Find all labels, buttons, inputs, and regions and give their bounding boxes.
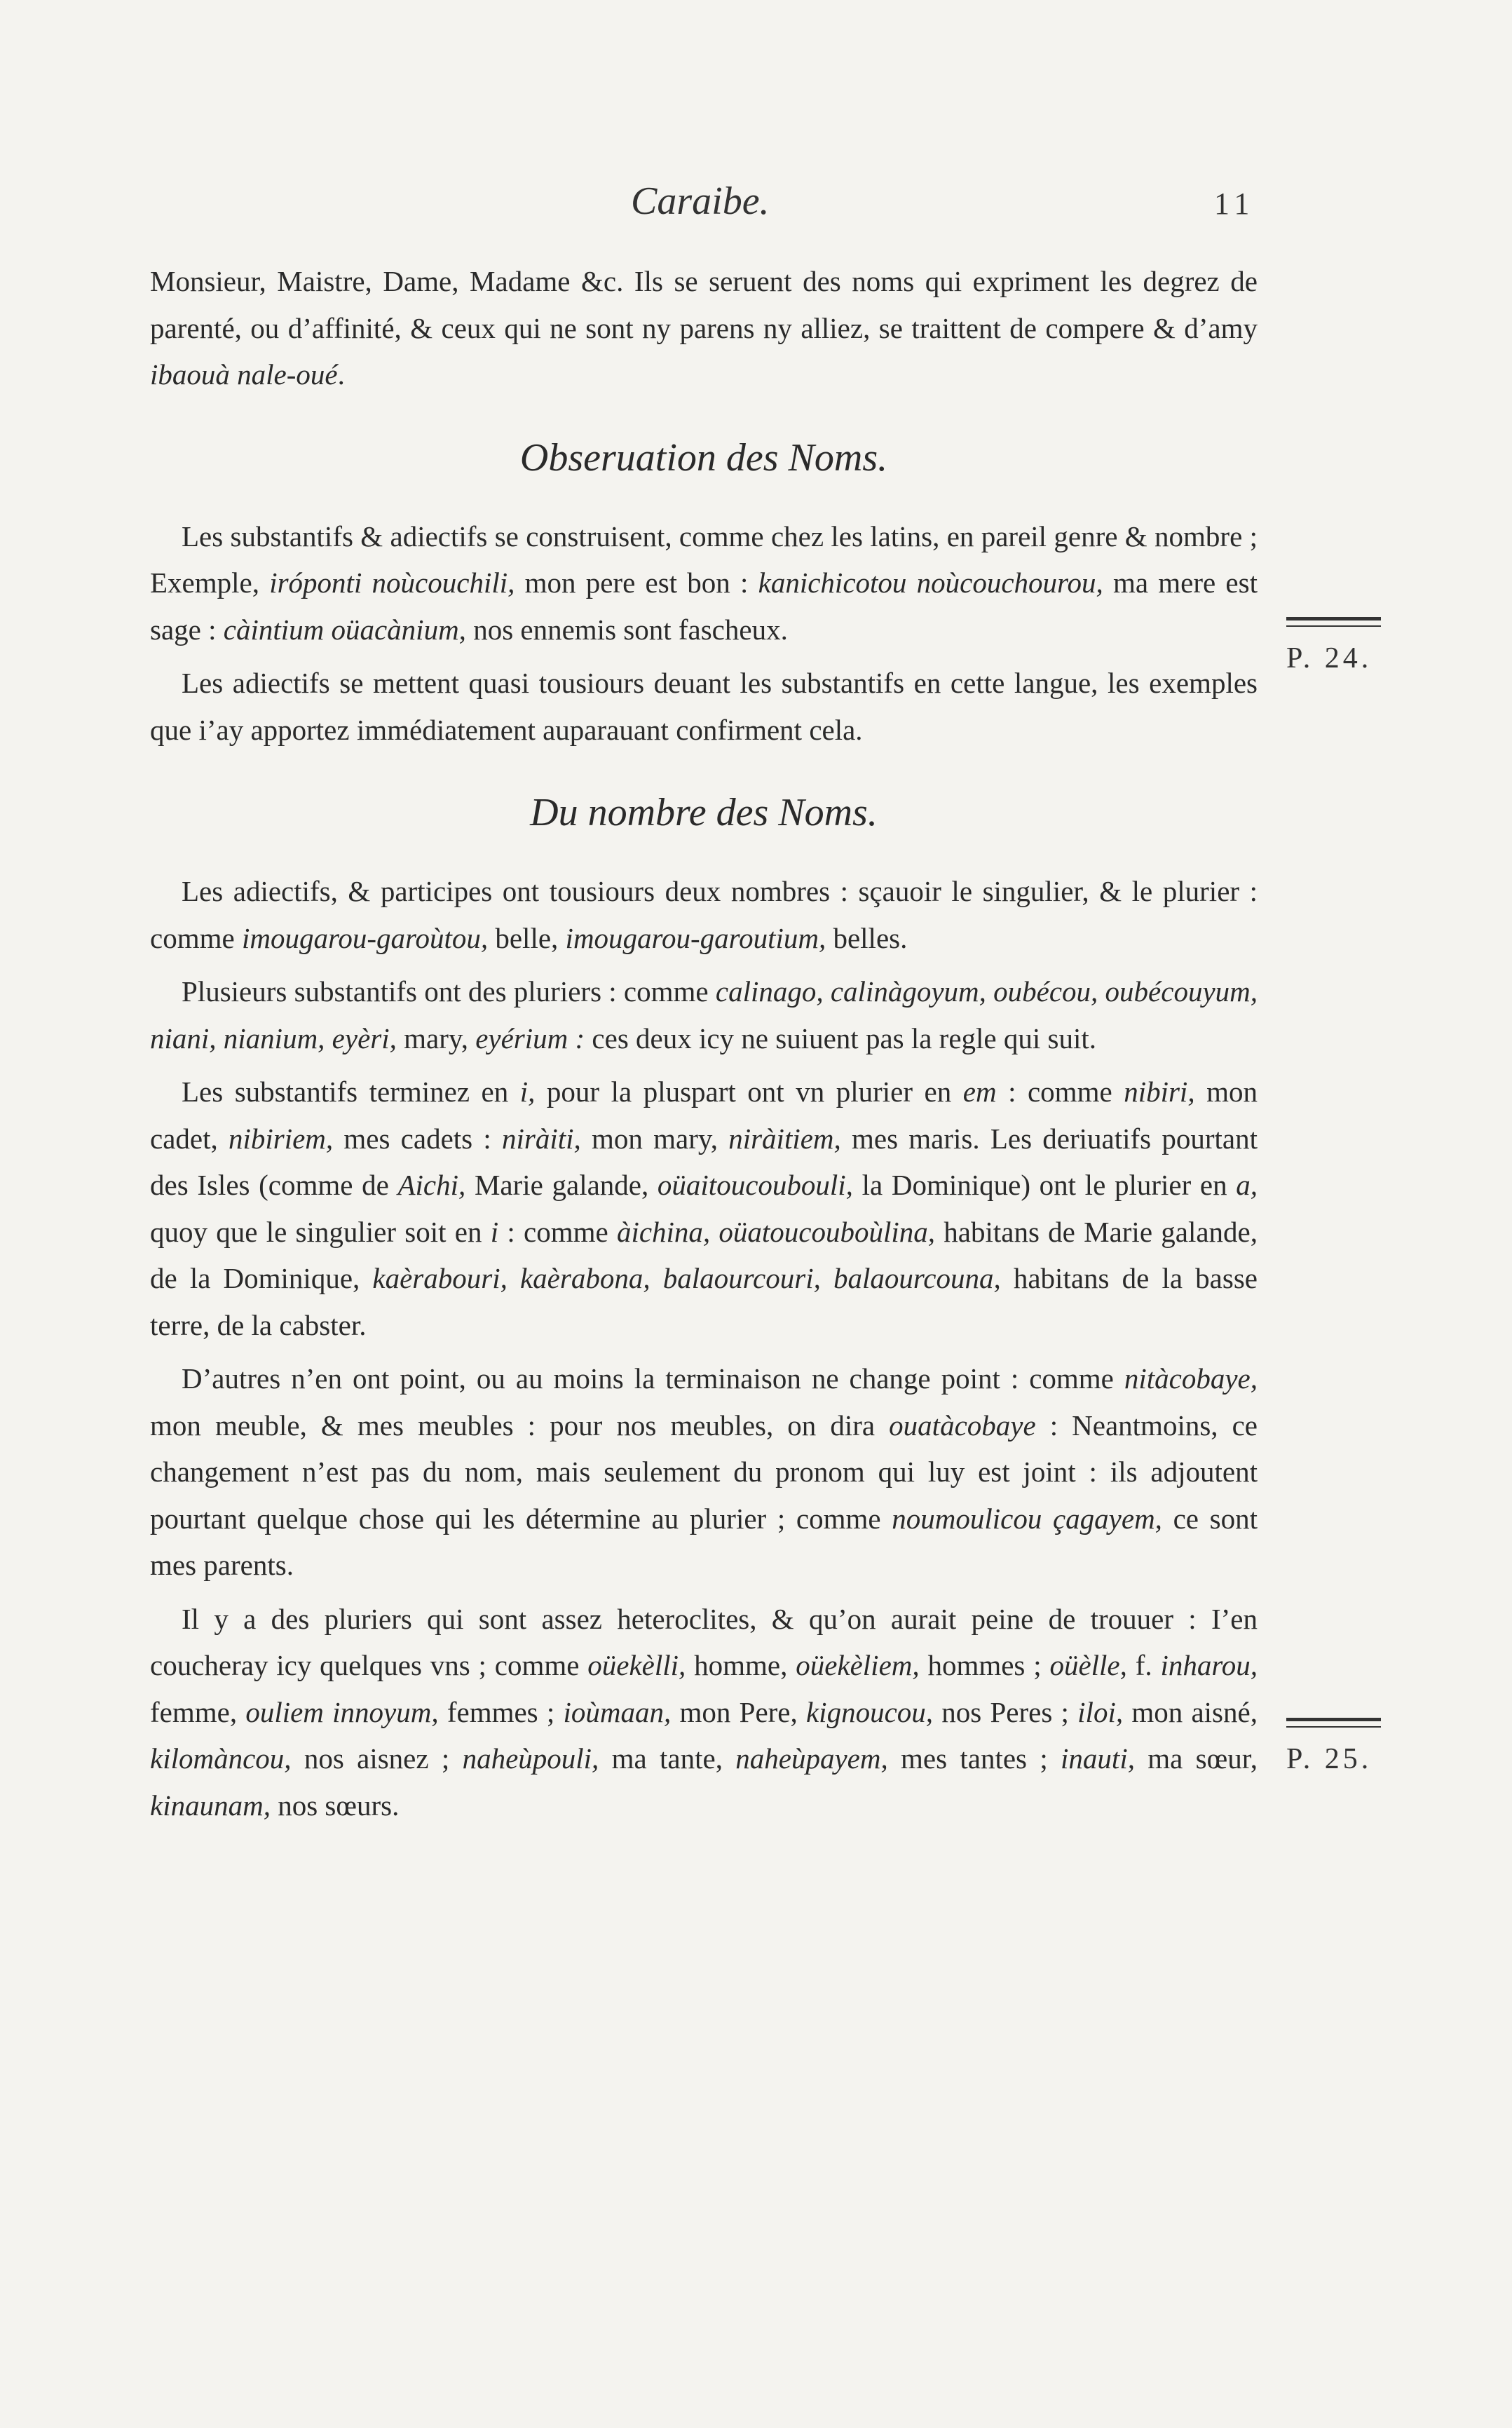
page-number: 11 — [1214, 186, 1255, 221]
paragraph: Il y a des pluriers qui sont assez heteroclites, & qu’on aurait peine de trouuer : I’en coucheray icy quelques vns ; comme oüekèlli, homme, oüekèliem, hommes ; oüèlle, f. inharou, femme, ouliem innoyum, femmes ; ioùmaan, mon Pere, kignoucou, nos Peres ; iloi, mon aisné, kilomàncou, nos aisnez ; naheùpouli, ma tante, naheùpayem, mes tantes ; inauti, ma sœur, kinaunam, nos sœurs. — [150, 1602, 1258, 1822]
margin-rule — [1286, 1718, 1381, 1721]
section-heading-number: Du nombre des Noms. — [530, 791, 878, 834]
section-heading-observation: Obseruation des Noms. — [519, 435, 888, 480]
margin-page-ref: P. 24. — [1286, 642, 1373, 674]
page-header — [0, 179, 1512, 235]
paragraph: Les adiectifs se mettent quasi tousiours deuant les substantifs en cette langue, les exemples que i’ay apportez immédiatement auparauant confirment cela. — [150, 667, 1258, 746]
paragraph: D’autres n’en ont point, ou au moins la terminaison ne change point : comme nitàcobaye, mon meuble, & mes meubles : pour nos meubles, on dira ouatàcobaye : Neantmoins, ce changement n’est pas du nom, mais seulement du pronom qui luy est joint : ils adjoutent pourtant quelque chose qui les détermine au plurier ; comme noumoulicou çagayem, ce sont mes parents. — [150, 1362, 1258, 1581]
page-body — [150, 258, 1258, 1829]
paragraph: Les adiectifs, & participes ont tousiours deux nombres : sçauoir le singulier, & le plurier : comme imougarou-garoùtou, belle, imougarou-garoutium, belles. — [150, 875, 1258, 954]
margin-rule — [1286, 625, 1381, 627]
margin-page-ref: P. 25. — [1286, 1743, 1373, 1775]
paragraph: Les substantifs & adiectifs se construisent, comme chez les latins, en pareil genre & nombre ; Exemple, iróponti noùcouchili, mon pere est bon : kanichicotou noùcouchourou, ma mere est sage : càintium oüacànium, nos ennemis sont fascheux. — [150, 520, 1258, 646]
running-title: Caraibe. — [631, 179, 770, 223]
margin-rule — [1286, 1726, 1381, 1728]
margin-rule — [1286, 617, 1381, 620]
paragraph: Plusieurs substantifs ont des pluriers : comme calinago, calinàgoyum, oubécou, oubécouyum, niani, nianium, eyèri, mary, eyérium : ces deux icy ne suiuent pas la regle qui suit. — [150, 975, 1258, 1054]
opening-paragraph: Monsieur, Maistre, Dame, Madame &c. Ils se seruent des noms qui expriment les degrez de parenté, ou d’affinité, & ceux qui ne sont ny parens ny alliez, se traittent de compere & d’amy ibaouà nale-oué. — [150, 265, 1258, 391]
paragraph: Les substantifs terminez en i, pour la pluspart ont vn plurier en em : comme nibiri, mon cadet, nibiriem, mes cadets : niràiti, mon mary, niràitiem, mes maris. Les deriuatifs pourtant des Isles (comme de Aichi, Marie galande, oüaitoucoubouli, la Dominique) ont le plurier en a, quoy que le singulier soit en i : comme àichina, oüatoucouboùlina, habitans de Marie galande, de la Dominique, kaèrabouri, kaèrabona, balaourcouri, balaourcouna, habitans de la basse terre, de la cabster. — [150, 1076, 1258, 1341]
